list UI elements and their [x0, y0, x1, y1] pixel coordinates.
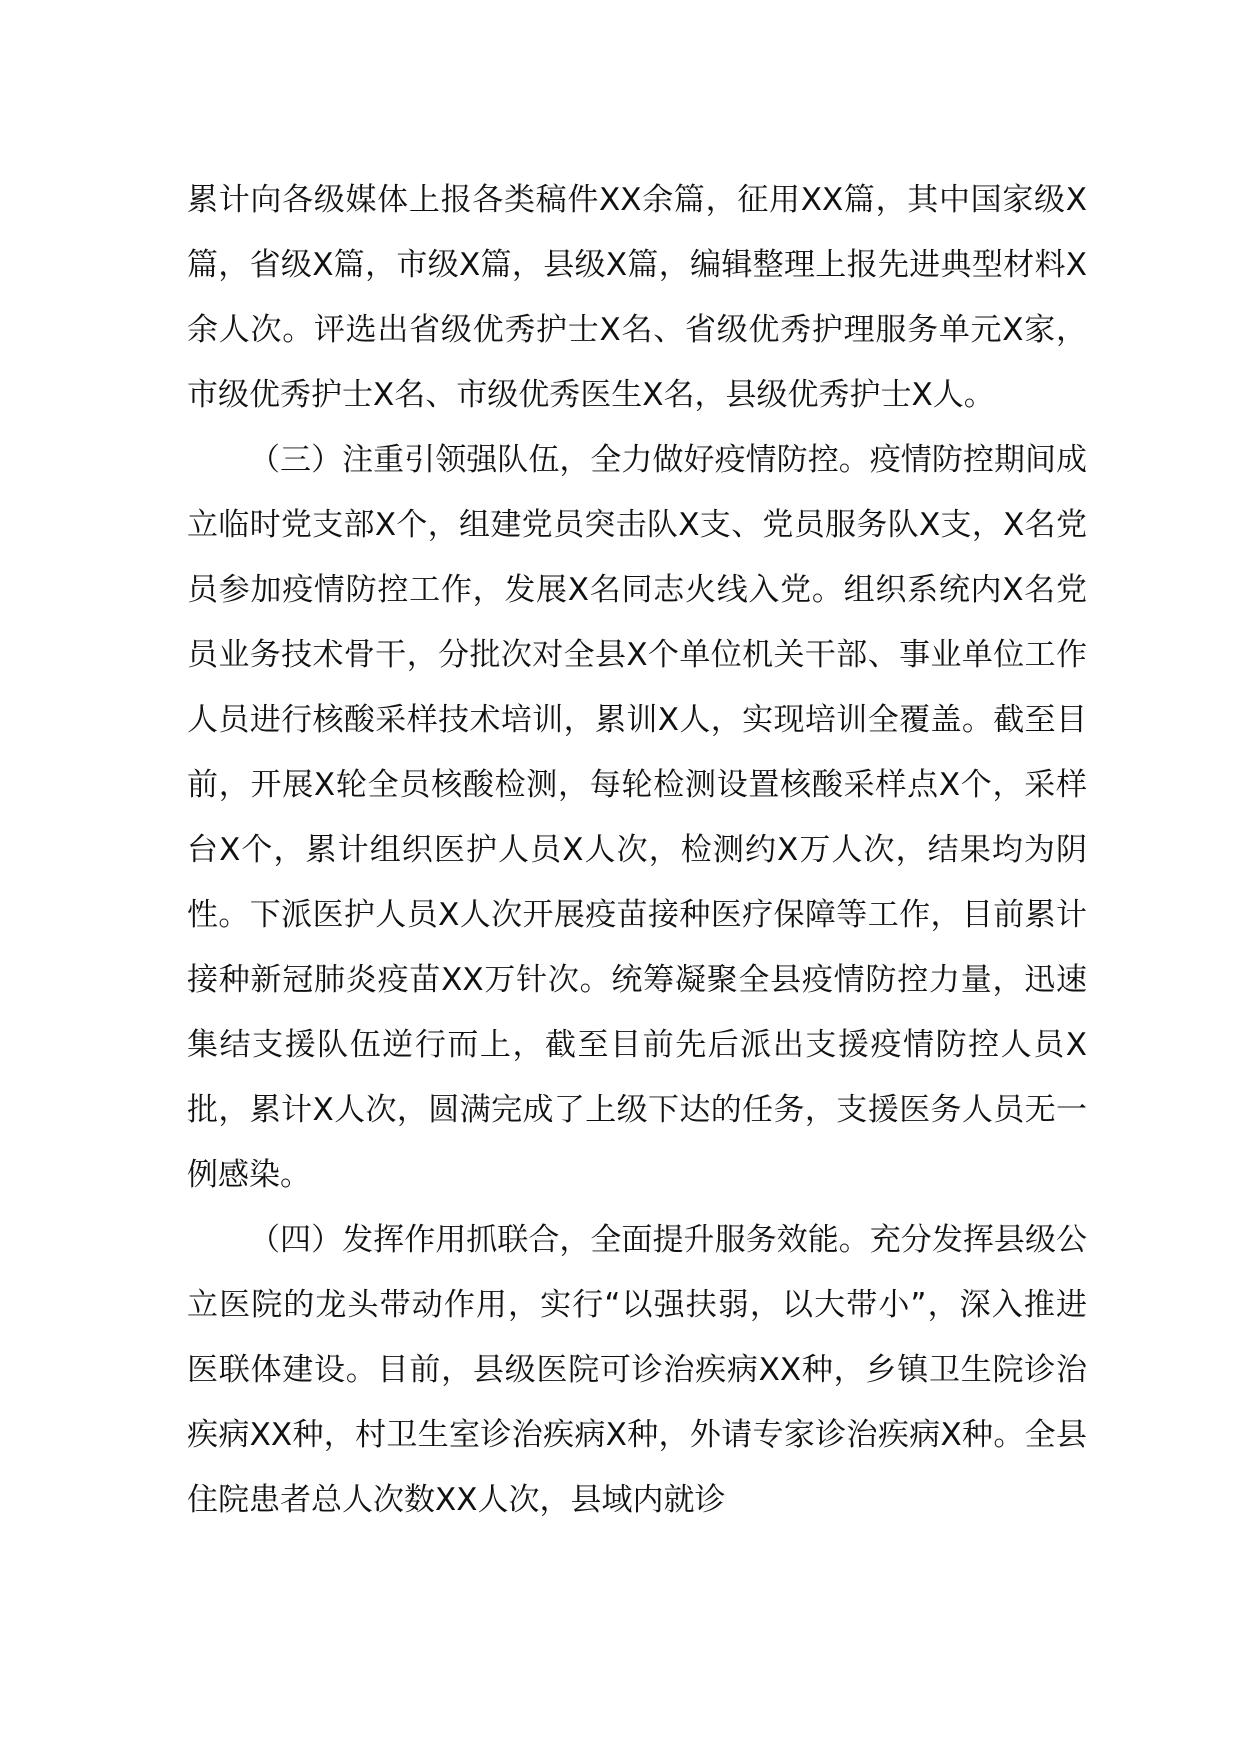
paragraph-publicity-results: 累计向各级媒体上报各类稿件XX余篇，征用XX篇，其中国家级X篇，省级X篇，市级X篇，县级X篇，编辑整理上报先进典型材料X余人次。评选出省级优秀护士X名、省级优秀护理服务单元X家，市级优秀护士X名、市级优秀医生X名，县级优秀护士X人。 — [187, 182, 1087, 413]
paragraph-service-efficiency: （四）发挥作用抓联合，全面提升服务效能。充分发挥县级公立医院的龙头带动作用，实行“以强扶弱，以大带小”，深入推进医联体建设。目前，县级医院可诊治疾病XX种，乡镇卫生院诊治疾病XX种，村卫生室诊治疾病X种，外请专家诊治疾病X种。全县住院患者总人次数XX人次，县域内就诊 — [187, 1222, 1087, 1518]
paragraph-epidemic-prevention: （三）注重引领强队伍，全力做好疫情防控。疫情防控期间成立临时党支部X个，组建党员突击队X支、党员服务队X支，X名党员参加疫情防控工作，发展X名同志火线入党。组织系统内X名党员业务技术骨干，分批次对全县X个单位机关干部、事业单位工作人员进行核酸采样技术培训，累训X人，实现培训全覆盖。截至目前，开展X轮全员核酸检测，每轮检测设置核酸采样点X个，采样台X个，累计组织医护人员X人次，检测约X万人次，结果均为阴性。下派医护人员X人次开展疫苗接种医疗保障等工作，目前累计接种新冠肺炎疫苗XX万针次。统筹凝聚全县疫情防控力量，迅速集结支援队伍逆行而上，截至目前先后派出支援疫情防控人员X批，累计X人次，圆满完成了上级下达的任务，支援医务人员无一例感染。 — [187, 442, 1087, 1193]
document-body — [187, 168, 1087, 1533]
